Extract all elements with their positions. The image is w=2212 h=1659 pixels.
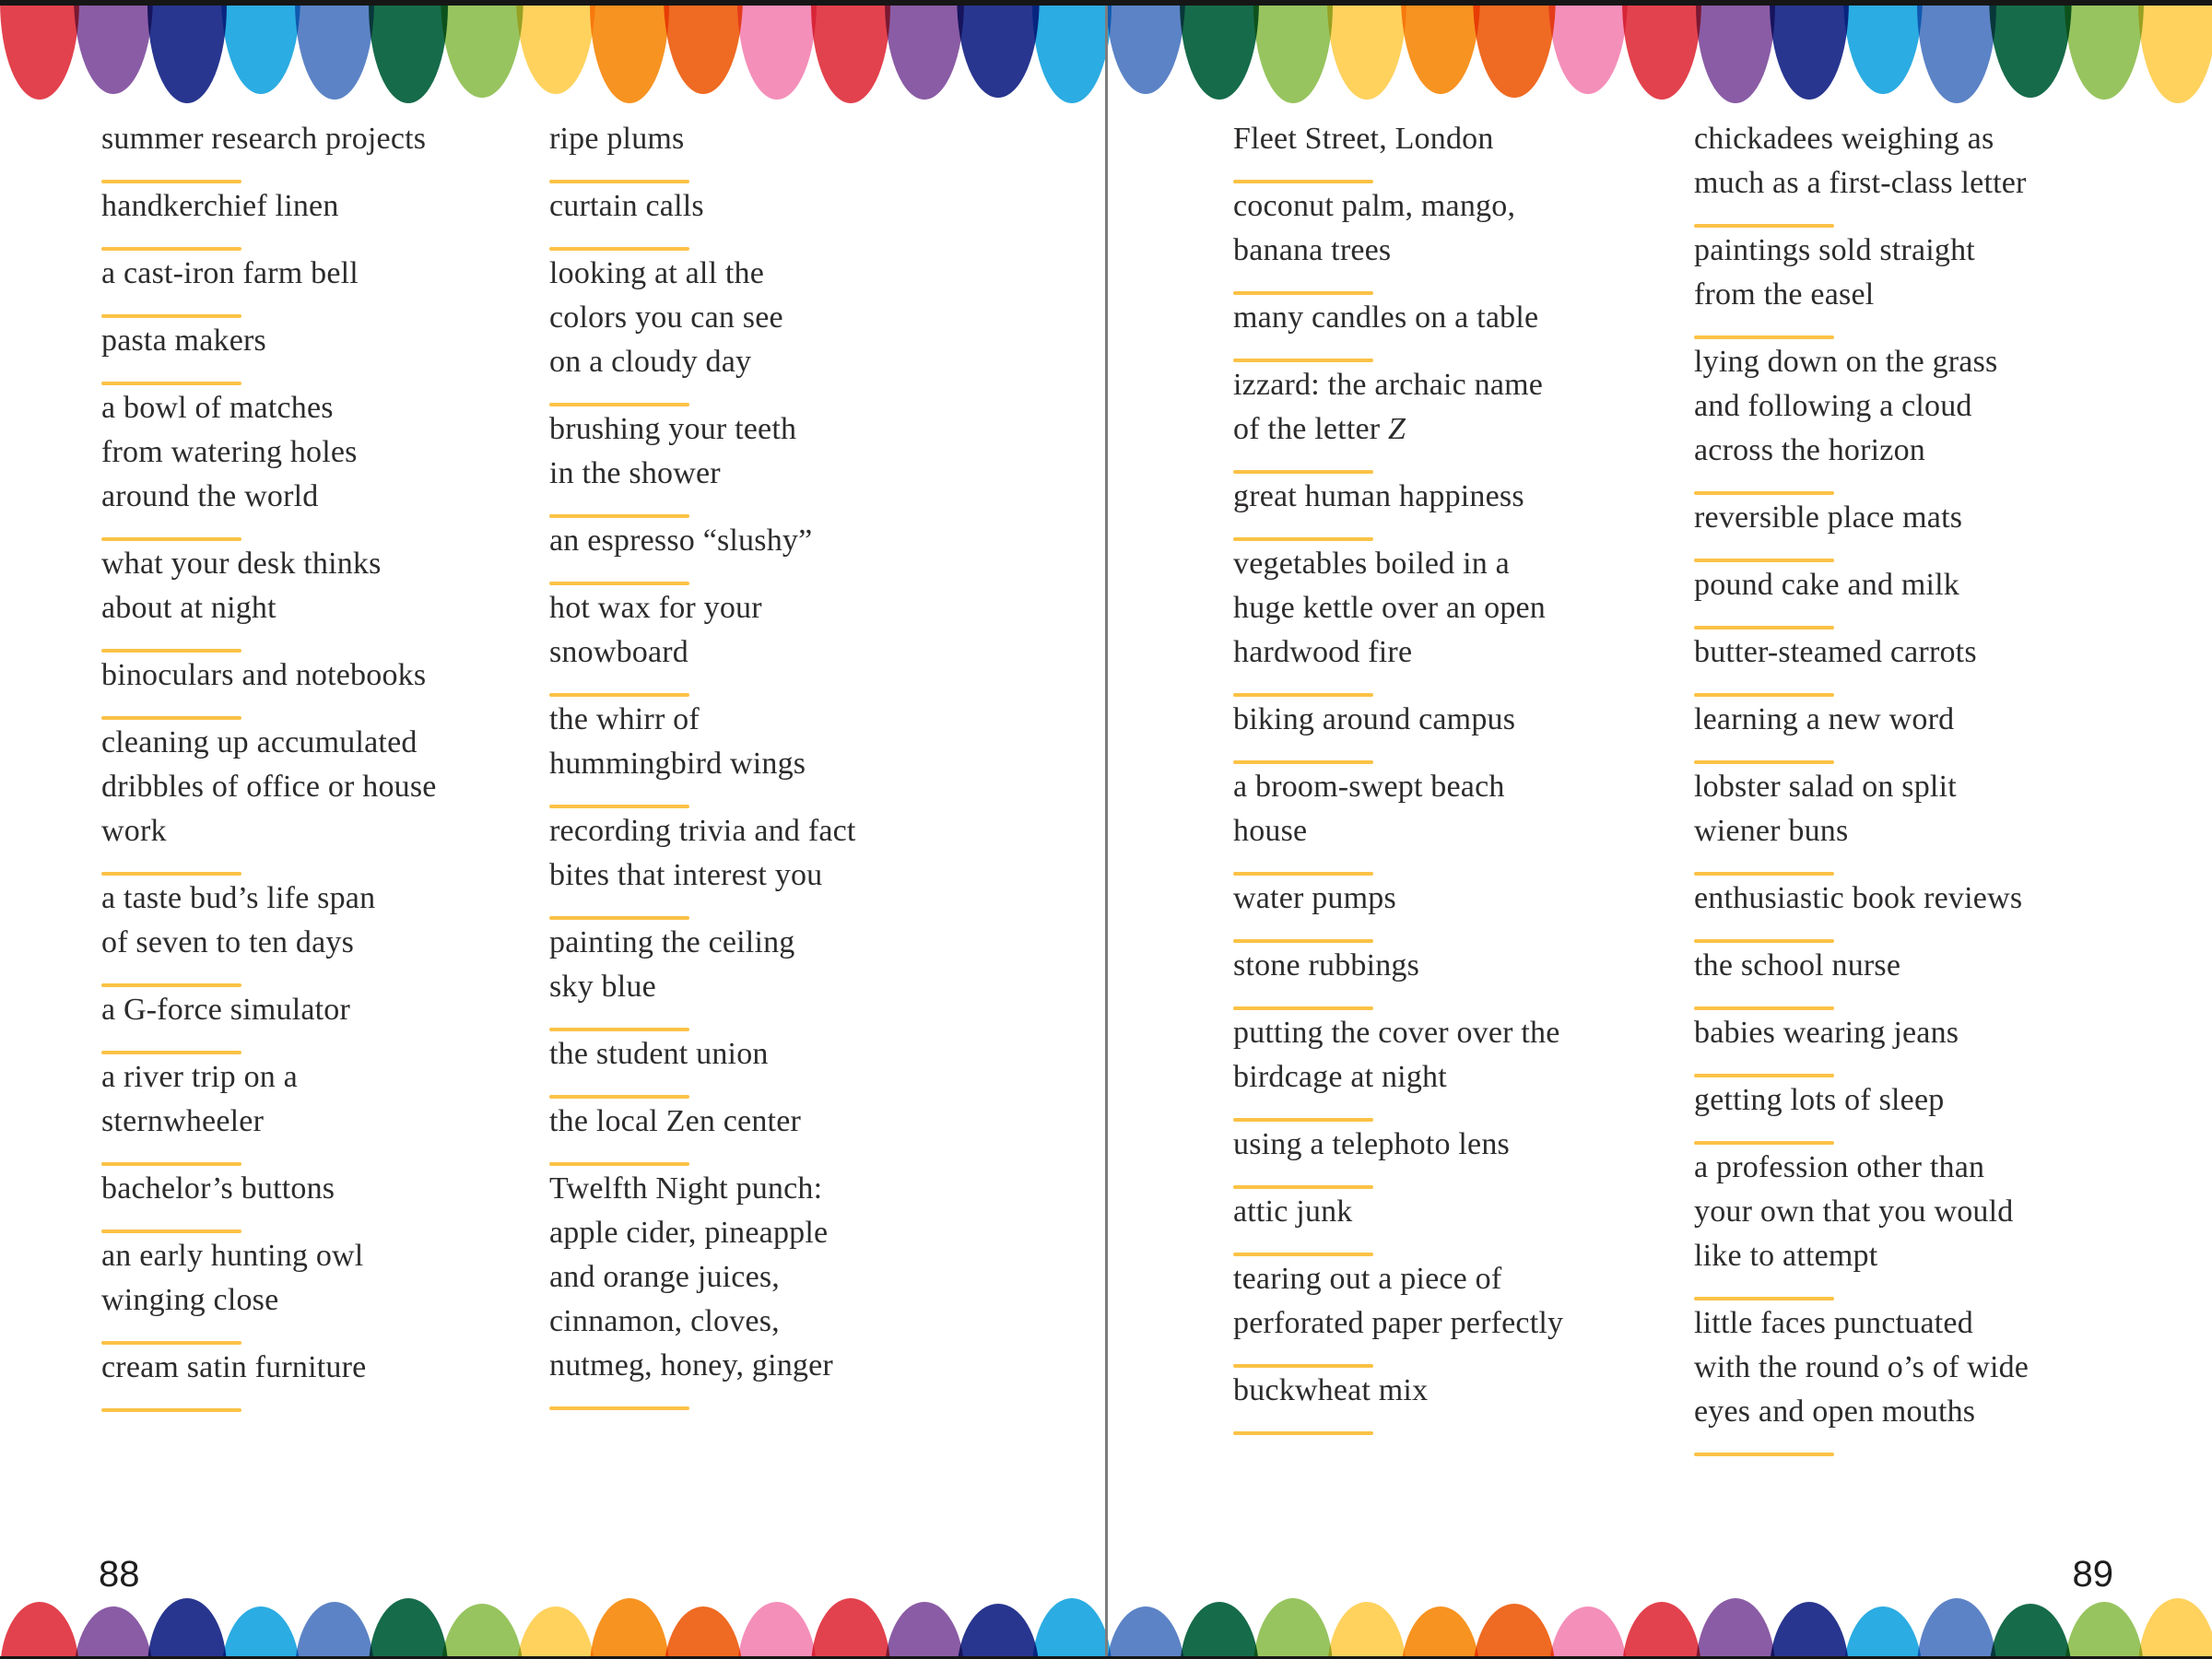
list-item — [1694, 877, 2155, 943]
list-item — [101, 117, 535, 183]
list-item — [101, 252, 535, 318]
item-underline — [101, 314, 241, 318]
list-item — [549, 921, 1010, 1031]
list-item-text: a broom-swept beach house — [1233, 770, 1505, 848]
scallop-dot-light-green — [441, 1604, 523, 1659]
item-underline — [1694, 1297, 1834, 1300]
list-item — [1233, 363, 1676, 474]
item-underline — [101, 180, 241, 183]
item-underline — [549, 180, 689, 183]
scallop-dot-red — [811, 1598, 890, 1659]
list-item-text: what your desk thinks about at night — [101, 547, 382, 625]
list-item — [101, 386, 535, 541]
list-item-text: curtain calls — [549, 189, 704, 223]
item-underline — [549, 1162, 689, 1166]
list-item — [101, 721, 535, 876]
list-item-text: a cast-iron farm bell — [101, 256, 359, 290]
list-item-text: recording trivia and fact bites that interest you — [549, 814, 856, 892]
item-underline — [1233, 872, 1373, 876]
page-89-column-1 — [1233, 117, 1676, 1436]
scallop-dot-navy — [957, 1604, 1039, 1659]
list-item-text: water pumps — [1233, 881, 1396, 915]
item-underline — [1233, 760, 1373, 764]
list-item-text: looking at all the colors you can see on a cloudy day — [549, 256, 783, 379]
scallop-dot-dark-orange — [1473, 1604, 1555, 1659]
list-item-text: cleaning up accumulated dribbles of office or house work — [101, 725, 437, 848]
list-item — [101, 542, 535, 653]
list-item — [549, 184, 1010, 251]
list-item-text: an espresso “slushy” — [549, 524, 813, 558]
scallop-dot-purple — [885, 1602, 964, 1659]
list-item — [549, 252, 1010, 406]
page-88-column-2 — [549, 117, 1010, 1411]
item-underline — [101, 872, 241, 876]
scallop-dot-navy — [1770, 1602, 1849, 1659]
scallop-dot-purple — [1696, 1598, 1775, 1659]
page-number-88: 88 — [99, 1554, 140, 1594]
list-item-text: a river trip on a sternwheeler — [101, 1060, 298, 1138]
item-underline — [1233, 1431, 1373, 1435]
item-underline — [101, 1162, 241, 1166]
list-item-text: many candles on a table — [1233, 300, 1539, 335]
list-item-text: butter-steamed carrots — [1694, 635, 1977, 669]
scallop-dot-green — [369, 1598, 448, 1659]
list-item-text: enthusiastic book reviews — [1694, 881, 2023, 915]
scallop-dot-light-green — [2065, 0, 2144, 100]
scallop-dot-light-green — [1253, 0, 1333, 103]
item-underline — [1694, 559, 1834, 562]
item-underline — [101, 1408, 241, 1412]
scallop-dot-purple — [1696, 0, 1775, 103]
item-underline — [1694, 491, 1834, 495]
scallop-dot-red — [1622, 0, 1701, 100]
item-underline — [101, 247, 241, 251]
list-item — [1233, 1011, 1676, 1122]
list-item-text: ripe plums — [549, 122, 685, 156]
item-underline — [101, 983, 241, 987]
list-item-text: the student union — [549, 1037, 769, 1071]
item-underline — [1694, 1453, 1834, 1456]
list-item-text: great human happiness — [1233, 479, 1524, 513]
list-item-text: coconut palm, mango, banana trees — [1233, 189, 1516, 267]
item-underline — [101, 1230, 241, 1233]
list-item-text: a taste bud’s life span of seven to ten days — [101, 881, 376, 959]
item-underline — [549, 693, 689, 697]
list-item — [549, 519, 1010, 585]
list-item — [1233, 117, 1676, 183]
list-item — [549, 586, 1010, 697]
scallop-dot-yellow — [516, 1606, 595, 1659]
scallop-dot-pink — [737, 0, 817, 100]
scallop-dot-navy — [1770, 0, 1849, 100]
item-underline — [1233, 1364, 1373, 1368]
scallop-dot-green — [1180, 0, 1259, 100]
top-edge-line — [0, 0, 2212, 6]
list-item — [1233, 877, 1676, 943]
list-item-text: handkerchief linen — [101, 189, 339, 223]
page-89-column-2 — [1694, 117, 2155, 1457]
scallop-dot-cyan — [221, 1606, 300, 1659]
item-underline — [549, 1028, 689, 1031]
list-item-text: Fleet Street, London — [1233, 122, 1494, 156]
list-item-text: a bowl of matches from watering holes around the world — [101, 391, 358, 513]
list-item — [1694, 765, 2155, 876]
list-item — [1233, 475, 1676, 541]
scallop-dot-dark-orange — [664, 1606, 743, 1659]
item-underline — [1233, 693, 1373, 697]
list-item-text: bachelor’s buttons — [101, 1171, 335, 1206]
scallop-dot-yellow — [1327, 0, 1406, 100]
item-underline — [549, 916, 689, 920]
item-underline — [1233, 359, 1373, 362]
scallop-dot-navy — [147, 0, 227, 103]
list-item-text: the whirr of hummingbird wings — [549, 702, 806, 781]
list-item-text: izzard: the archaic name of the letter Z — [1233, 368, 1544, 446]
item-underline — [1233, 1253, 1373, 1256]
list-item — [101, 1234, 535, 1345]
item-underline — [1233, 537, 1373, 541]
list-item — [1694, 1011, 2155, 1077]
item-underline — [549, 514, 689, 518]
list-item — [1233, 184, 1676, 295]
item-underline — [1233, 470, 1373, 474]
item-underline — [1694, 224, 1834, 228]
page-number-89: 89 — [2072, 1554, 2113, 1594]
scallop-dot-dark-orange — [664, 0, 743, 94]
list-item — [1233, 1369, 1676, 1435]
item-underline — [1233, 1006, 1373, 1010]
list-item — [1694, 630, 2155, 697]
list-item — [101, 1055, 535, 1166]
list-item-text: buckwheat mix — [1233, 1373, 1429, 1407]
list-item — [101, 653, 535, 720]
list-item — [1233, 542, 1676, 697]
item-underline — [1233, 180, 1373, 183]
list-item-text: little faces punctuated with the round o’s of wide eyes and open mouths — [1694, 1306, 2030, 1429]
scallop-dot-blue — [295, 0, 374, 100]
item-underline — [101, 1051, 241, 1054]
page-gutter-divider — [1105, 0, 1108, 1659]
item-underline — [549, 247, 689, 251]
list-item — [101, 1167, 535, 1233]
list-item — [1694, 1146, 2155, 1300]
list-item — [1694, 117, 2155, 228]
item-underline — [101, 537, 241, 541]
list-item-text: using a telephoto lens — [1233, 1127, 1510, 1161]
list-item-text: a G-force simulator — [101, 993, 351, 1027]
list-item — [1233, 1190, 1676, 1256]
scallop-dot-cyan — [221, 0, 300, 94]
scallop-dot-light-green — [441, 0, 523, 98]
item-underline — [549, 1406, 689, 1410]
item-underline — [549, 582, 689, 585]
list-item — [1694, 1301, 2155, 1456]
scallop-dot-dark-orange — [1473, 0, 1555, 98]
scallop-dot-yellow — [1327, 1602, 1406, 1659]
list-item — [549, 1032, 1010, 1099]
list-item-text: stone rubbings — [1233, 948, 1420, 982]
page-88-column-1 — [101, 117, 535, 1413]
scallop-dot-blue — [1106, 0, 1185, 94]
item-underline — [1233, 1185, 1373, 1189]
list-item-text: Twelfth Night punch: apple cider, pineapple and orange juices, cinnamon, cloves, nutmeg, honey, ginger — [549, 1171, 833, 1382]
list-item-text: chickadees weighing as much as a first-class letter — [1694, 122, 2027, 200]
list-item — [1694, 340, 2155, 495]
scallop-dot-orange — [1401, 1606, 1480, 1659]
list-item-text: the school nurse — [1694, 948, 1901, 982]
list-item-text: tearing out a piece of perforated paper perfectly — [1233, 1262, 1564, 1340]
scallop-dot-navy — [957, 0, 1039, 98]
scallop-dot-blue — [1917, 1598, 1996, 1659]
item-underline — [1694, 939, 1834, 943]
item-underline — [1233, 939, 1373, 943]
scallop-dot-green — [1989, 0, 2071, 98]
scallop-dot-yellow — [2138, 1598, 2212, 1659]
list-item-text: lying down on the grass and following a cloud across the horizon — [1694, 345, 1998, 467]
list-item-text: the local Zen center — [549, 1104, 802, 1138]
item-underline — [1694, 1074, 1834, 1077]
scallop-dot-pink — [737, 1602, 817, 1659]
item-underline — [1694, 1006, 1834, 1010]
list-item — [549, 1167, 1010, 1410]
list-item-text: putting the cover over the birdcage at night — [1233, 1016, 1560, 1094]
list-item — [101, 877, 535, 987]
list-item — [101, 1346, 535, 1412]
item-underline — [1694, 335, 1834, 339]
scallop-dot-blue — [1106, 1606, 1185, 1659]
scallop-dot-pink — [1548, 0, 1628, 94]
list-item-text: babies wearing jeans — [1694, 1016, 1959, 1050]
scallop-dot-green — [369, 0, 448, 103]
list-item-text: biking around campus — [1233, 702, 1516, 736]
list-item — [1233, 944, 1676, 1010]
list-item-text: an early hunting owl winging close — [101, 1239, 364, 1317]
list-item-text: lobster salad on split wiener buns — [1694, 770, 1957, 848]
scallop-dot-yellow — [516, 0, 595, 94]
list-item — [101, 319, 535, 385]
scallop-dot-blue — [1917, 0, 1996, 103]
list-item — [1694, 944, 2155, 1010]
list-item-text: binoculars and notebooks — [101, 658, 427, 692]
scallop-dot-cyan — [1032, 0, 1112, 103]
scallop-dot-red — [0, 0, 79, 100]
list-item — [549, 809, 1010, 920]
item-underline — [1694, 1141, 1834, 1145]
list-item — [101, 184, 535, 251]
scallop-dot-purple — [74, 1606, 153, 1659]
list-item — [1233, 296, 1676, 362]
scallop-dot-purple — [74, 0, 153, 94]
scallop-dot-orange — [590, 1598, 669, 1659]
list-item — [1694, 496, 2155, 562]
list-item — [1694, 698, 2155, 764]
item-underline — [1694, 760, 1834, 764]
scallop-dot-cyan — [1032, 1598, 1112, 1659]
list-item — [549, 407, 1010, 518]
list-item — [1694, 1078, 2155, 1145]
scallop-dot-orange — [1401, 0, 1480, 94]
scallop-dot-navy — [147, 1598, 227, 1659]
list-item — [1694, 229, 2155, 339]
item-underline — [101, 649, 241, 653]
list-item-text: paintings sold straight from the easel — [1694, 233, 1975, 312]
scallop-dot-light-green — [1253, 1598, 1333, 1659]
scallop-dot-red — [0, 1602, 79, 1659]
item-underline — [1694, 626, 1834, 629]
list-item-text: painting the ceiling sky blue — [549, 925, 795, 1004]
scallop-dot-yellow — [2138, 0, 2212, 103]
item-underline — [549, 403, 689, 406]
scallop-dot-cyan — [1843, 0, 1923, 94]
item-underline — [1694, 872, 1834, 876]
list-item — [549, 117, 1010, 183]
list-item — [549, 1100, 1010, 1166]
list-item-text: reversible place mats — [1694, 500, 1963, 535]
item-underline — [1233, 291, 1373, 295]
scallop-dot-blue — [295, 1602, 374, 1659]
scallop-dot-red — [811, 0, 890, 103]
list-item-text: cream satin furniture — [101, 1350, 367, 1384]
scallop-dot-green — [1180, 1602, 1259, 1659]
list-item-text: brushing your teeth in the shower — [549, 412, 797, 490]
item-underline — [549, 1095, 689, 1099]
list-item — [1233, 698, 1676, 764]
list-item-text: getting lots of sleep — [1694, 1083, 1945, 1117]
list-item-text: summer research projects — [101, 122, 427, 156]
list-item-text: learning a new word — [1694, 702, 1955, 736]
list-item-text: pound cake and milk — [1694, 568, 1960, 602]
item-underline — [1694, 693, 1834, 697]
list-item — [1233, 765, 1676, 876]
list-item-text: a profession other than your own that you would like to attempt — [1694, 1150, 2014, 1273]
list-item-text: attic junk — [1233, 1194, 1353, 1229]
item-underline — [549, 805, 689, 808]
scallop-dot-red — [1622, 1602, 1701, 1659]
scallop-dot-cyan — [1843, 1606, 1923, 1659]
item-underline — [101, 382, 241, 385]
item-underline — [101, 716, 241, 720]
list-item — [101, 988, 535, 1054]
list-item-text: pasta makers — [101, 324, 266, 358]
scallop-dot-green — [1989, 1604, 2071, 1659]
list-item — [1233, 1257, 1676, 1368]
scallop-dot-purple — [885, 0, 964, 100]
scallop-dot-light-green — [2065, 1602, 2144, 1659]
item-underline — [101, 1341, 241, 1345]
list-item-text: hot wax for your snowboard — [549, 591, 762, 669]
list-item — [1233, 1123, 1676, 1189]
scallop-dot-orange — [590, 0, 669, 103]
scallop-dot-pink — [1548, 1606, 1628, 1659]
item-underline — [1233, 1118, 1373, 1122]
list-item-text: vegetables boiled in a huge kettle over an open hardwood fire — [1233, 547, 1547, 669]
list-item — [549, 698, 1010, 808]
list-item — [1694, 563, 2155, 629]
